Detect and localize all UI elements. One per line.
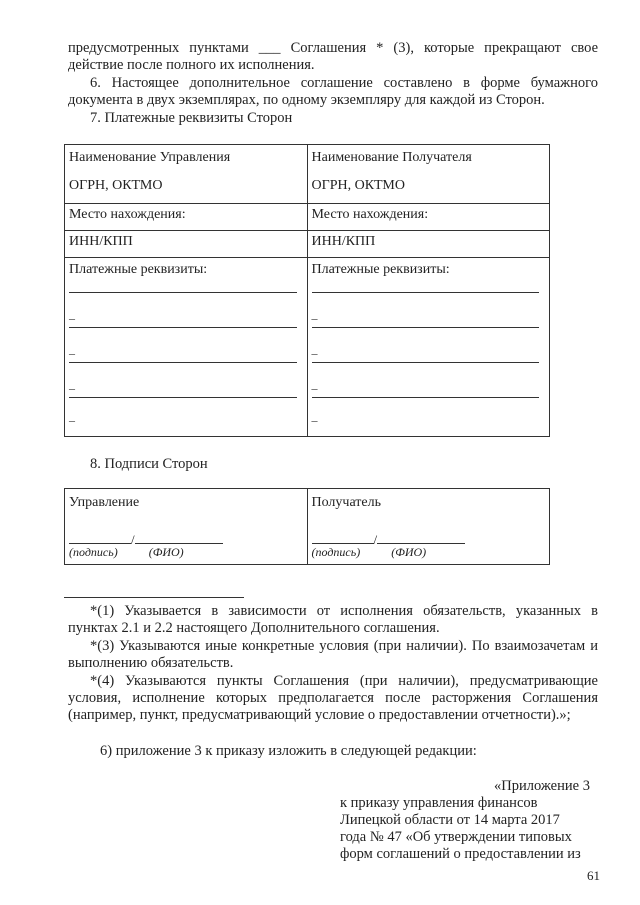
req-right-inn: ИНН/КПП <box>307 231 550 258</box>
para-6-line-2: документа в двух экземплярах, по одному экземпляру для каждой из Сторон. <box>68 92 545 108</box>
sig-right-sign-blank <box>312 531 374 544</box>
req-right-name: Наименование Получателя <box>311 150 472 165</box>
sig-left-captions <box>69 545 303 560</box>
sig-left-fio-blank <box>135 531 223 544</box>
req-left-dash-1: – <box>69 293 297 328</box>
footnote-1-line-1: *(1) Указывается в зависимости от исполнения обязательств, указанных в <box>90 603 598 619</box>
req-left-location: Место нахождения: <box>65 204 308 231</box>
footnote-rule <box>64 597 244 598</box>
sig-left-line <box>69 531 303 545</box>
footnote-3-line-2: выполнению обязательств. <box>68 655 234 671</box>
signatures-table <box>64 488 550 565</box>
appendix-line-4: года № 47 «Об утверждении типовых <box>340 829 572 845</box>
footnote-3-line-1: *(3) Указываются иные конкретные условия (при наличии). По взаимозачетам и <box>90 638 598 654</box>
sig-left-fio-caption: (ФИО) <box>148 545 184 559</box>
req-right-dash-4: – <box>311 413 318 427</box>
sig-right-sign-caption: (подпись) <box>311 545 361 559</box>
sig-right-fio-caption: (ФИО) <box>391 545 427 559</box>
requisites-table <box>64 144 550 437</box>
sig-right-party: Получатель <box>311 495 382 510</box>
sig-right-fio-blank <box>377 531 465 544</box>
section-7-title: 7. Платежные реквизиты Сторон <box>90 110 293 126</box>
req-right-name-cell <box>307 145 550 204</box>
footnote-4-line-2: условия, исполнение которых предполагается после расторжения Соглашения <box>68 690 598 706</box>
appendix-line-2: к приказу управления финансов <box>340 795 538 811</box>
section-8-title: 8. Подписи Сторон <box>90 456 208 472</box>
sig-right-captions <box>312 545 546 560</box>
req-right-payment-cell <box>307 258 550 437</box>
req-right-payment: Платежные реквизиты: <box>312 258 540 293</box>
appendix-line-5: форм соглашений о предоставлении из <box>340 846 581 862</box>
req-right-dash-1: – <box>312 293 540 328</box>
req-right-dash-3: – <box>312 363 540 398</box>
req-left-name-cell <box>65 145 308 204</box>
req-left-inn: ИНН/КПП <box>65 231 308 258</box>
footnote-4-line-1: *(4) Указываются пункты Соглашения (при наличии), предусматривающие <box>90 673 598 689</box>
sig-right-line <box>312 531 546 545</box>
page-number: 61 <box>587 868 600 883</box>
footnote-4-line-3: (например, пункт, предусматривающий условие о предоставлении отчетности).»; <box>68 707 571 723</box>
req-left-dash-3: – <box>69 363 297 398</box>
sig-right-slash: / <box>373 532 378 547</box>
req-right-dash-2: – <box>312 328 540 363</box>
req-left-dash-2: – <box>69 328 297 363</box>
para-5-line-2: действие после полного их исполнения. <box>68 57 315 73</box>
req-left-name: Наименование Управления <box>69 150 231 165</box>
sig-right-cell <box>307 489 550 565</box>
req-left-payment-cell <box>65 258 308 437</box>
footnote-1-line-2: пунктах 2.1 и 2.2 настоящего Дополнительного соглашения. <box>68 620 440 636</box>
sig-left-sign-caption: (подпись) <box>69 545 118 559</box>
req-left-dash-4: – <box>69 413 75 427</box>
para-6-line-1: 6. Настоящее дополнительное соглашение составлено в форме бумажного <box>90 75 598 91</box>
req-left-ogrn: ОГРН, ОКТМО <box>69 178 163 193</box>
sig-left-sign-blank <box>69 531 131 544</box>
req-right-ogrn: ОГРН, ОКТМО <box>311 178 405 193</box>
sig-left-party: Управление <box>69 495 140 510</box>
para-5-line-1: предусмотренных пунктами ___ Соглашения * (3), которые прекращают свое <box>68 40 598 56</box>
sig-left-slash: / <box>131 532 135 547</box>
sig-left-cell <box>65 489 308 565</box>
appendix-line-3: Липецкой области от 14 марта 2017 <box>340 812 560 828</box>
appendix-line-1: «Приложение 3 <box>494 778 590 794</box>
req-right-location: Место нахождения: <box>307 204 550 231</box>
req-left-payment: Платежные реквизиты: <box>69 258 297 293</box>
item-6: 6) приложение 3 к приказу изложить в следующей редакции: <box>100 743 477 759</box>
